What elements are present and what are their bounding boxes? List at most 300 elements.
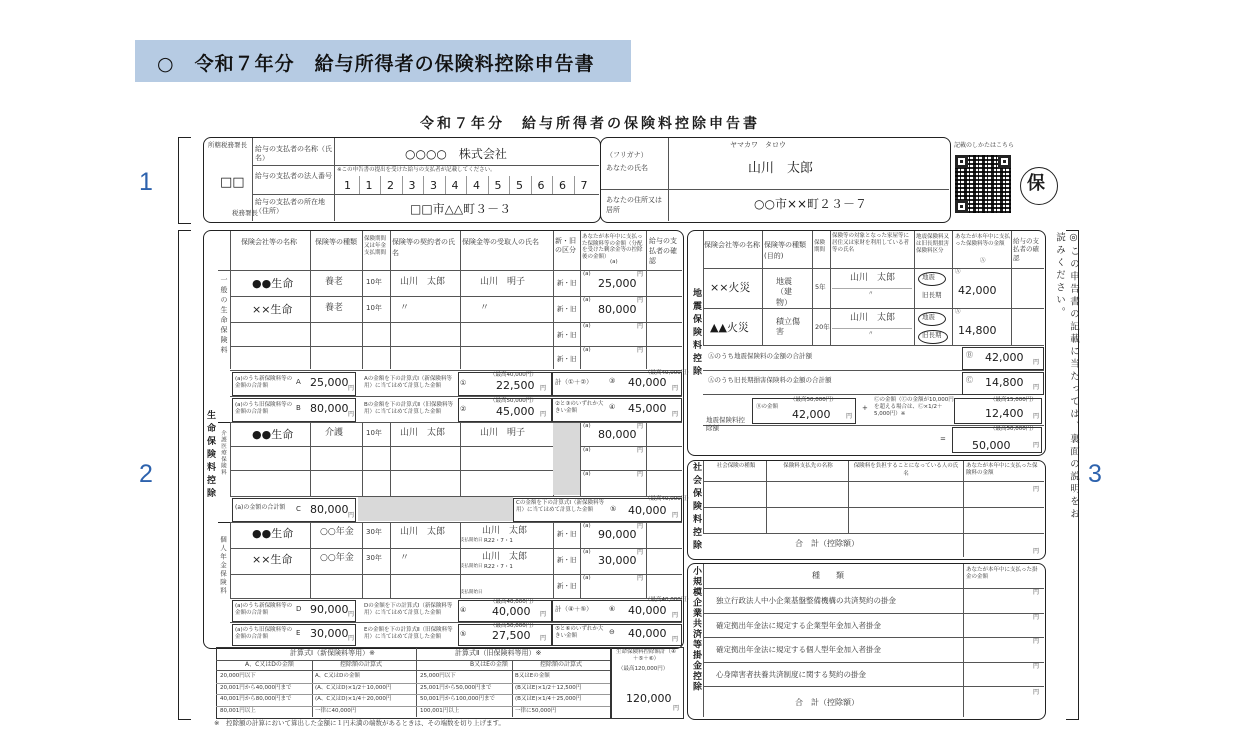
payer-address: □□市△△町３－３ xyxy=(410,202,512,216)
care-row-period: 10年 xyxy=(366,429,382,437)
grid-line xyxy=(830,231,831,345)
general-sum-value: 80,000 xyxy=(310,402,349,415)
formula-cell: B又はEの金額 xyxy=(515,673,550,679)
general-calc-value: 45,000 xyxy=(496,405,535,418)
your-name: 山川 太郎 xyxy=(748,161,814,176)
grid-line xyxy=(445,176,446,194)
hdr-kind: 保険等の種類 xyxy=(315,238,357,246)
grid-line xyxy=(509,176,510,194)
grid-line xyxy=(646,231,647,369)
quake-calc-b-label: Ⓑの金額 xyxy=(756,404,779,410)
grid-line xyxy=(963,533,964,557)
general-sum-total-label: 計（①＋②） xyxy=(555,378,593,386)
social-total-label: 合 計（控除額） xyxy=(795,539,859,548)
yen-unit: 円 xyxy=(540,411,547,418)
corp-digit: 1 xyxy=(365,179,373,192)
formula-cell: 80,001円以上 xyxy=(220,707,256,714)
grid-line xyxy=(423,176,424,194)
grid-line xyxy=(812,231,813,345)
general-calc-value: 22,500 xyxy=(496,379,535,392)
general-row-kind: 養老 xyxy=(325,277,344,287)
general-side-label: 一般の生命保険料 xyxy=(220,276,228,356)
pension-sum-value: 90,000 xyxy=(310,603,349,616)
general-calc-label: Bの金額を下の計算式Ⅱ（旧保険料等用）に当てはめて計算した金額 xyxy=(364,402,453,416)
quake-row-kind: 積立傷害 xyxy=(776,317,800,337)
care-calc-max: （最高40,000円） xyxy=(645,496,692,502)
yen-unit: 円 xyxy=(1033,638,1040,645)
pension-larger-label: ⑤と⑥のいずれか大きい金額 xyxy=(555,626,604,640)
pension-row-amount: 30,000 xyxy=(598,554,637,567)
grid-line xyxy=(703,662,1044,663)
grid-line xyxy=(766,461,767,533)
general-row-company: ●●生命 xyxy=(252,277,294,290)
pension-calc-value: 40,000 xyxy=(492,605,531,618)
pension-calc-label: Dの金額を下の計算式Ⅰ（新保険料等用）に当てはめて計算した金額 xyxy=(364,603,453,617)
quake-grand-max: （最高50,000円） xyxy=(990,426,1037,432)
grid-line xyxy=(488,176,489,194)
grid-line xyxy=(230,548,682,549)
small-row-label: 独立行政法人中小企業基盤整備機構の共済契約の掛金 xyxy=(716,596,896,605)
pension-row-start-date: R22・7・1 xyxy=(484,564,513,570)
tax-office-label: 所轄税務署長 xyxy=(208,141,247,149)
general-sum-total-ref: ③ xyxy=(609,377,616,385)
care-row-company: ●●生命 xyxy=(252,428,294,441)
amount-sub: (a) xyxy=(583,523,591,529)
yen-unit: 円 xyxy=(672,385,679,392)
pension-row-company: ××生命 xyxy=(252,553,293,566)
yen-unit: 円 xyxy=(637,347,644,354)
formula-cell: 一律に50,000円 xyxy=(515,707,557,714)
side-note: ◎この申告書の記載に当たっては、裏面の説明をお読みください。 xyxy=(1054,232,1079,521)
pension-row-contractor: 山川 太郎 xyxy=(400,527,446,537)
pension-calc-max: （最高40,000円） xyxy=(490,599,537,605)
formula-cell: A、C又はDの金額 xyxy=(315,673,360,679)
amount-sub: (a) xyxy=(583,271,591,277)
grid-line xyxy=(703,637,1044,638)
yen-unit: 円 xyxy=(1033,384,1040,391)
grid-line xyxy=(216,694,610,695)
yen-unit: 円 xyxy=(672,612,679,619)
life-side-label: 生命保険料控除 xyxy=(205,410,215,501)
yen-unit: 円 xyxy=(846,413,853,420)
quake-row-type2: 旧長期 xyxy=(922,331,942,339)
general-row-recipient: 山川 明子 xyxy=(480,277,526,287)
yen-unit: 円 xyxy=(1033,359,1040,366)
yen-unit: 円 xyxy=(1033,486,1040,493)
yen-unit: 円 xyxy=(540,635,547,642)
q-hdr-amount-sub: Ⓐ xyxy=(980,258,986,264)
yen-unit: 円 xyxy=(1033,548,1040,555)
grid-line xyxy=(580,422,581,496)
grid-line xyxy=(362,231,363,369)
quake-row-company: ▲▲火災 xyxy=(710,321,749,334)
hdr-amount: あなたが本年中に支払った保険料等の金額（分配を受けた剰余金等の控除後の金額） xyxy=(582,234,643,260)
small-total-label: 合 計（控除額） xyxy=(795,698,859,707)
care-calc-value: 40,000 xyxy=(628,504,667,517)
grid-line xyxy=(230,522,231,598)
quake-grand-value: 50,000 xyxy=(972,439,1011,452)
formula-cell: (B又はE)×1/2＋12,500円 xyxy=(515,684,582,691)
corp-digit: 3 xyxy=(408,179,416,192)
care-calc-ref: ⑤ xyxy=(610,505,617,513)
care-sum-letter: C xyxy=(296,505,301,513)
formula-cell: 50,001円から100,000円まで xyxy=(420,696,495,702)
formula-title-1: 計算式Ⅰ（新保険料等用）※ xyxy=(290,649,375,657)
pension-side-label: 個人年金保険料 xyxy=(219,536,227,596)
general-calc-ref: ① xyxy=(460,379,467,387)
grid-line xyxy=(703,588,1044,589)
footnote: ※ 控除額の計算において算出した金額に１円未満の端数があるときは、その端数を切り上げます。 xyxy=(214,719,505,727)
grid-line xyxy=(216,670,610,671)
pension-larger-value: 40,000 xyxy=(628,627,667,640)
grid-line xyxy=(230,574,682,575)
amount-sub: (a) xyxy=(583,471,591,477)
care-sum-gray xyxy=(358,497,513,521)
general-row-newold: 新・旧 xyxy=(557,305,577,313)
quake-row-insured: 〃 xyxy=(868,331,874,337)
general-sum-label: (a)のうち新保険料等の金額の合計額 xyxy=(235,376,293,390)
q-hdr-confirm: 給与の支払者の確認 xyxy=(1013,237,1039,262)
quake-total-letter: Ⓑ xyxy=(966,351,973,359)
grid-line xyxy=(703,507,1044,508)
yen-unit: 円 xyxy=(637,575,644,582)
formula-h2: 控除額の計算式 xyxy=(340,661,383,668)
amount-sub: (a) xyxy=(583,575,591,581)
pension-calc-ref: ④ xyxy=(460,606,467,614)
formula-cell: (A、C又はD)×1/2＋10,000円 xyxy=(315,684,392,691)
grid-line xyxy=(230,231,231,369)
quake-total-label: Ⓐのうち地震保険料の金額の合計額 xyxy=(708,352,812,360)
grid-line xyxy=(703,308,1044,309)
care-row-amount: 80,000 xyxy=(598,428,637,441)
pension-sum-letter: E xyxy=(296,629,301,637)
small-side-label: 小規模企業共済等掛金控除 xyxy=(691,566,701,692)
quake-deduction-label: 地震保険料控除額 xyxy=(706,416,745,433)
grid-line xyxy=(310,522,311,598)
amount-sub: (a) xyxy=(583,323,591,329)
grid-line xyxy=(362,422,363,496)
quake-old-label: Ⓐのうち旧長期損害保険料の金額の合計額 xyxy=(708,376,832,384)
grid-line xyxy=(832,328,912,329)
pension-larger-ref: ⊖ xyxy=(609,628,615,636)
social-h4: あなたが本年中に支払った保険料の金額 xyxy=(966,463,1038,476)
care-row-kind: 介護 xyxy=(325,428,344,438)
bracket-1 xyxy=(178,137,191,224)
grid-line xyxy=(703,461,704,533)
grid-line xyxy=(310,422,311,496)
amount-sub: Ⓐ xyxy=(955,309,961,315)
pension-sum-total-ref: ⑥ xyxy=(609,605,616,613)
amount-sub: (a) xyxy=(583,423,591,429)
general-sum-label: (a)のうち旧保険料等の金額の合計額 xyxy=(235,402,293,416)
general-row-amount: 25,000 xyxy=(598,277,637,290)
small-business-section xyxy=(687,563,1046,720)
grid-line xyxy=(230,270,682,271)
quake-total-value: 42,000 xyxy=(985,351,1024,364)
pension-row-kind: ○○年金 xyxy=(320,527,354,537)
corp-digit: 6 xyxy=(559,179,566,192)
pension-calc-max: （最高50,000円） xyxy=(490,623,537,629)
general-sum-value: 25,000 xyxy=(310,376,349,389)
grid-line xyxy=(390,522,391,598)
yen-unit: 円 xyxy=(637,471,644,478)
corp-digit: 4 xyxy=(451,179,459,192)
amount-sub: (a) xyxy=(583,297,591,303)
grid-line xyxy=(553,231,554,369)
section-label-2: 2 xyxy=(139,460,153,488)
pension-row-contractor: 〃 xyxy=(400,553,410,563)
formula-total-label: 生命保険料控除額計（④＋⑤＋⑥） xyxy=(616,649,676,663)
grid-line xyxy=(703,481,1044,482)
furigana: ヤマカワ タロウ xyxy=(730,141,786,149)
yen-unit: 円 xyxy=(672,636,679,643)
pension-row-period: 30年 xyxy=(366,554,382,562)
pension-row-kind: ○○年金 xyxy=(320,553,354,563)
your-address: ○○市××町２３－７ xyxy=(754,197,868,211)
grid-line xyxy=(230,622,682,623)
grid-line xyxy=(230,422,682,423)
grid-line xyxy=(848,461,849,533)
grid-line xyxy=(703,613,1044,614)
grid-line xyxy=(460,422,461,496)
amount-sub: (a) xyxy=(583,549,591,555)
pension-row-newold: 新・旧 xyxy=(557,582,577,590)
formula-title-2: 計算式Ⅱ（旧保険料等用）※ xyxy=(455,649,542,657)
formula-h1: A、C又はDの金額 xyxy=(245,661,294,668)
grid-line xyxy=(512,660,513,717)
general-sum-total-max: （最高40,000円） xyxy=(645,370,692,376)
pension-row-company: ●●生命 xyxy=(252,527,294,540)
general-row-amount: 80,000 xyxy=(598,303,637,316)
yen-unit: 円 xyxy=(348,635,355,642)
hdr-confirm: 給与の支払者の確認 xyxy=(649,237,677,265)
grid-line xyxy=(553,522,554,598)
q-hdr-insured: 保険等の対象となった家屋等に居住又は家財を利用している者等の氏名 xyxy=(832,233,910,253)
pension-row-period: 30年 xyxy=(366,528,382,536)
grid-line xyxy=(460,231,461,369)
quake-calc-c-value: 12,400 xyxy=(985,407,1024,420)
yen-unit: 円 xyxy=(673,705,680,712)
yen-unit: 円 xyxy=(540,611,547,618)
pension-row-recipient: 山川 太郎 xyxy=(482,552,528,562)
general-larger-label: ②と③のいずれか大きい金額 xyxy=(555,401,604,415)
grid-line xyxy=(230,446,682,447)
yen-unit: 円 xyxy=(672,411,679,418)
quake-calc-c-max: （最高15,000円） xyxy=(990,397,1037,403)
general-row-company: ××生命 xyxy=(252,303,293,316)
grid-line xyxy=(362,522,363,598)
pension-sum-total-value: 40,000 xyxy=(628,604,667,617)
grid-line xyxy=(580,231,581,369)
pension-row-newold: 新・旧 xyxy=(557,556,577,564)
hdr-amount-sub: (a) xyxy=(610,259,618,265)
pension-row-amount: 90,000 xyxy=(598,528,637,541)
yen-unit: 円 xyxy=(348,512,355,519)
general-row-newold: 新・旧 xyxy=(557,355,577,363)
corp-digit: 1 xyxy=(344,179,351,192)
care-newold-gray xyxy=(553,423,580,495)
grid-line xyxy=(832,288,912,289)
quake-old-circle xyxy=(918,330,948,344)
yen-unit: 円 xyxy=(637,447,644,454)
general-row-newold: 新・旧 xyxy=(557,279,577,287)
grid-line xyxy=(531,176,532,194)
pension-sum-letter: D xyxy=(296,605,302,613)
care-row-contractor: 山川 太郎 xyxy=(400,428,446,438)
corp-digit: 2 xyxy=(387,179,394,192)
yen-unit: 円 xyxy=(637,523,644,530)
quake-row-kind: 地震（建物） xyxy=(776,277,792,307)
pension-row-start: 支払開始日 xyxy=(460,590,483,595)
small-row-label: 確定拠出年金法に規定する企業型年金加入者掛金 xyxy=(716,620,881,630)
pension-sum-label: (a)のうち旧保険料等の金額の合計額 xyxy=(235,627,293,641)
pension-sum-total-label: 計（④＋⑤） xyxy=(555,605,593,613)
formula-h4: 控除額の計算式 xyxy=(540,661,583,668)
general-row-contractor: 山川 太郎 xyxy=(400,277,446,287)
grid-line xyxy=(466,176,467,194)
tax-office-value: □□ xyxy=(220,175,245,190)
yen-unit: 円 xyxy=(672,512,679,519)
hdr-newold: 新・旧の区分 xyxy=(555,237,576,255)
pension-row-start: 支払開始日 xyxy=(460,538,483,543)
grid-line xyxy=(703,564,704,717)
payer-address-label: 給与の支払者の所在地（住所） xyxy=(255,198,325,216)
grid-line xyxy=(963,461,964,533)
quake-old-letter: Ⓒ xyxy=(966,376,973,384)
corp-digit: 5 xyxy=(516,179,523,192)
general-sum-total-value: 40,000 xyxy=(628,376,667,389)
pension-sum-label: (a)のうち新保険料等の金額の合計額 xyxy=(235,603,293,617)
formula-cell: 25,000円以下 xyxy=(420,673,456,679)
quake-side-label: 地震保険料控除 xyxy=(691,288,701,379)
general-row-period: 10年 xyxy=(366,278,382,286)
amount-sub: (a) xyxy=(583,347,591,353)
q-hdr-amount: あなたが本年中に支払った保険料等の金額 xyxy=(955,234,1011,247)
quake-row-contractor: 山川 太郎 xyxy=(850,313,896,323)
quake-row-insured: 〃 xyxy=(868,291,874,297)
grid-line xyxy=(703,268,1044,269)
quake-row-type1: 地震 xyxy=(922,313,935,321)
section-label-1: 1 xyxy=(139,168,153,196)
grid-line xyxy=(230,346,682,347)
yen-unit: 円 xyxy=(348,611,355,618)
formula-cell: (B又はE)×1/4＋25,000円 xyxy=(515,696,582,702)
small-row-label: 心身障害者扶養共済制度に関する契約の掛金 xyxy=(716,669,866,679)
yen-unit: 円 xyxy=(540,385,547,392)
quake-calc-b-max: （最高50,000円） xyxy=(790,397,837,403)
q-hdr-company: 保険会社等の名称 xyxy=(704,241,760,249)
social-h2: 保険料支払先の名称 xyxy=(783,463,833,469)
grid-line xyxy=(359,176,360,194)
quake-calc-b-value: 42,000 xyxy=(792,408,831,421)
yen-unit: 円 xyxy=(637,549,644,556)
plus-sign: + xyxy=(862,404,868,412)
care-calc-label: Cの金額を下の計算式Ⅰ（新保険料等用）に当てはめて計算した金額 xyxy=(516,500,604,514)
small-h1: 種 類 xyxy=(812,571,844,580)
general-larger-value: 45,000 xyxy=(628,402,667,415)
general-row-contractor: 〃 xyxy=(400,303,410,313)
care-row-recipient: 山川 明子 xyxy=(480,428,526,438)
amount-sub: Ⓐ xyxy=(955,269,961,275)
quake-row-company: ××火災 xyxy=(710,281,751,294)
general-calc-label: Aの金額を下の計算式Ⅰ（新保険料等用）に当てはめて計算した金額 xyxy=(364,376,452,390)
yen-unit: 円 xyxy=(348,411,355,418)
formula-cell: 25,001円から50,000円まで xyxy=(420,684,492,691)
q-hdr-kind: 保険等の種類(目的) xyxy=(764,241,806,260)
grid-line xyxy=(230,598,682,599)
care-sum-value: 80,000 xyxy=(310,503,349,516)
hdr-company: 保険会社等の名称 xyxy=(241,238,297,246)
your-address-label: あなたの住所又は居所 xyxy=(606,196,662,214)
general-calc-ref: ② xyxy=(460,405,467,413)
corp-digit: 3 xyxy=(430,179,437,192)
grid-line xyxy=(230,370,682,371)
yen-unit: 円 xyxy=(1033,589,1040,596)
tax-office-suffix: 税務署長 xyxy=(232,209,258,217)
care-sum-label: (a)の金額の合計額 xyxy=(235,504,286,511)
pension-sum-value: 30,000 xyxy=(310,627,349,640)
corp-number-label: 給与の支払者の法人番号 xyxy=(255,172,332,180)
care-side-label: 介護医療保険料 xyxy=(220,430,226,476)
grid-line xyxy=(952,231,953,345)
quake-row-type2: 旧長期 xyxy=(922,291,942,299)
grid-line xyxy=(312,660,313,717)
grid-line xyxy=(703,686,1044,687)
furigana-label: （フリガナ） xyxy=(606,151,648,159)
general-row-period: 10年 xyxy=(366,304,382,312)
form-title: 令和７年分 給与所得者の保険料控除申告書 xyxy=(420,116,760,132)
formula-total-max: （最高120,000円） xyxy=(618,666,669,672)
grid-line xyxy=(310,231,311,369)
grid-line xyxy=(580,522,581,598)
general-sum-letter: B xyxy=(296,404,301,412)
q-hdr-period: 保険期間 xyxy=(814,240,826,254)
yen-unit: 円 xyxy=(348,385,355,392)
general-row-recipient: 〃 xyxy=(480,303,490,313)
pension-calc-value: 27,500 xyxy=(492,629,531,642)
general-row-kind: 養老 xyxy=(325,303,344,313)
payer-name-label: 給与の支払者の名称（氏名） xyxy=(255,145,332,163)
amount-sub: (a) xyxy=(583,447,591,453)
general-larger-ref: ④ xyxy=(609,403,616,411)
formula-cell: 20,001円から40,000円まで xyxy=(220,684,292,691)
general-row-newold: 新・旧 xyxy=(557,331,577,339)
formula-cell: 20,000円以下 xyxy=(220,673,256,679)
grid-line xyxy=(230,296,682,297)
social-h3: 保険料を負担することになっている人の氏名 xyxy=(853,463,959,477)
grid-line xyxy=(230,322,682,323)
yen-unit: 円 xyxy=(637,423,644,430)
seal-label: 保 xyxy=(1027,173,1045,194)
grid-line xyxy=(646,522,647,598)
grid-line xyxy=(574,176,575,194)
hdr-contractor: 保険等の契約者の氏名 xyxy=(392,238,455,257)
formula-cell: 一律に40,000円 xyxy=(315,707,357,714)
yen-unit: 円 xyxy=(1033,442,1040,449)
hdr-period: 保険期間又は年金支払期間 xyxy=(364,236,387,257)
quake-row-period: 20年 xyxy=(815,323,830,331)
yen-unit: 円 xyxy=(1033,689,1040,696)
yen-unit: 円 xyxy=(1033,613,1040,621)
small-h2: あなたが本年中に支払った掛金の金額 xyxy=(966,567,1038,581)
grid-line xyxy=(963,564,964,717)
bracket-2 xyxy=(178,230,191,720)
grid-line xyxy=(914,231,915,345)
formula-cell: 40,001円から80,000円まで xyxy=(220,696,292,702)
pension-row-start: 支払開始日 xyxy=(460,564,483,569)
grid-line xyxy=(230,396,682,397)
corp-number-note: ※この申告書の提出を受けた給与の支払者が記載してください。 xyxy=(337,167,496,173)
